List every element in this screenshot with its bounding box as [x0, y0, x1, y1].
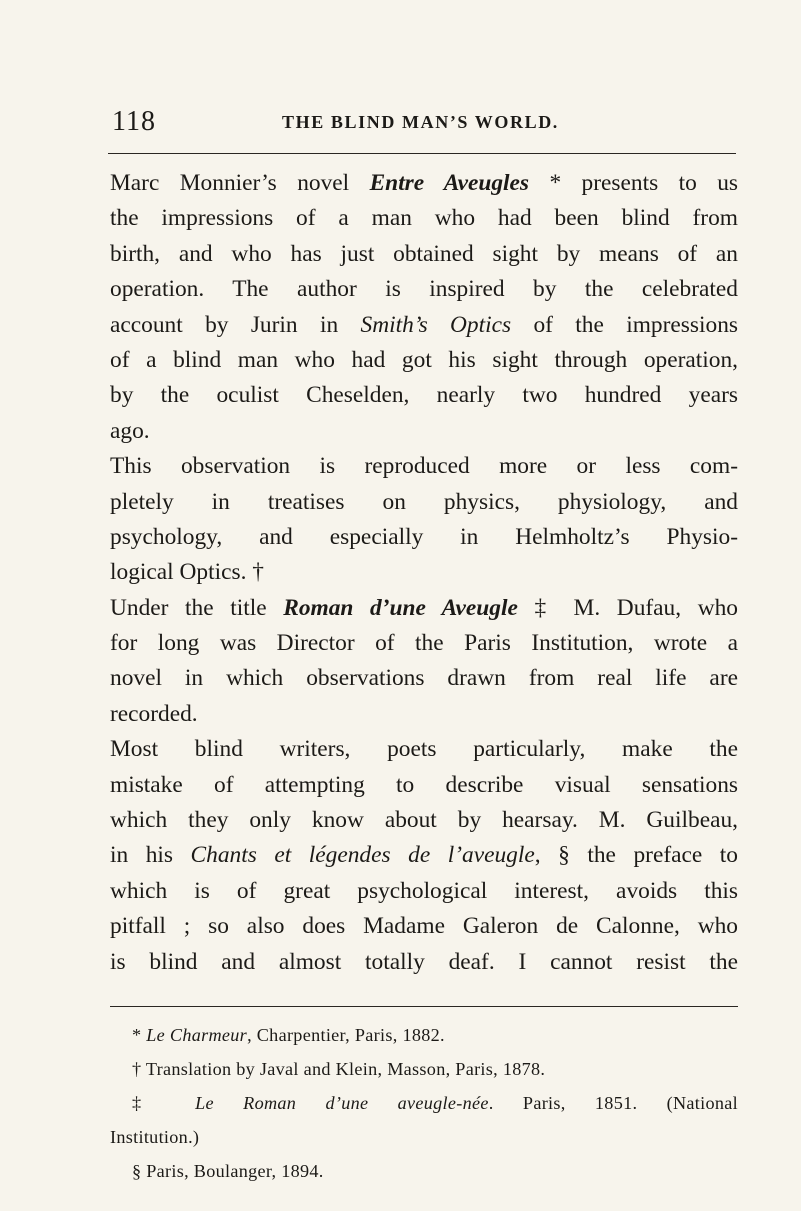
text-run: pletely in treatises on physics, physiology, and	[110, 488, 738, 515]
text-run: Under the title	[110, 594, 284, 621]
text-run: recorded.	[110, 700, 198, 727]
header-rule	[108, 153, 736, 154]
page-number: 118	[112, 106, 156, 137]
italic-title-text: Entre Aveugles	[369, 170, 530, 196]
italic-title-text: Le Charmeur	[146, 1025, 248, 1045]
text-run: birth, and who has just obtained sight by means of an	[110, 240, 738, 267]
text-run: logical Optics. †	[110, 559, 264, 586]
text-run: § Paris, Boulanger, 1894.	[132, 1161, 324, 1181]
body-line	[110, 945, 738, 980]
text-run: psychology, and especially in Helmholtz’s Physio-	[110, 523, 738, 550]
text-run: operation. The author is inspired by the celebrated	[110, 276, 738, 303]
italic-title-text: Smith’s Optics	[360, 311, 512, 338]
text-run: , § the preface to	[534, 842, 738, 869]
body-line	[110, 838, 738, 873]
text-run: ‡	[132, 1093, 196, 1113]
body-line	[110, 626, 738, 661]
body-line	[110, 378, 738, 413]
body-line	[110, 803, 738, 838]
body-text	[110, 166, 738, 980]
body-line	[110, 485, 738, 520]
text-run: † Translation by Javal and Klein, Masson, Paris, 1878.	[132, 1059, 546, 1079]
text-run: *	[132, 1025, 147, 1045]
body-line	[110, 591, 738, 626]
body-line	[110, 874, 738, 909]
body-line	[110, 237, 738, 272]
text-run: * presents to us	[529, 170, 738, 196]
italic-title-text: Le Roman d’une aveugle-née	[195, 1093, 489, 1113]
footnote-line	[110, 1154, 738, 1188]
footnote-line	[110, 1052, 738, 1086]
page-header	[108, 106, 738, 146]
text-run: This observation is reproduced more or less com-	[110, 453, 738, 480]
body-line	[110, 308, 738, 343]
body-line	[110, 697, 738, 732]
text-run: mistake of attempting to describe visual sensations	[110, 771, 738, 798]
text-run: ‡ M. Dufau, who	[517, 594, 738, 621]
text-run: of the impressions	[511, 311, 738, 338]
text-run: in his	[110, 842, 191, 869]
footnotes	[110, 1018, 738, 1188]
body-line	[110, 201, 738, 236]
text-run: Institution.)	[110, 1127, 200, 1147]
text-run: of a blind man who had got his sight through operation,	[110, 346, 738, 373]
body-line	[110, 732, 738, 767]
text-run: , Charpentier, Paris, 1882.	[247, 1025, 445, 1045]
running-title: THE BLIND MAN’S WORLD.	[282, 112, 559, 132]
text-run: novel in which observations drawn from real life are	[110, 665, 738, 692]
text-run: is blind and almost totally deaf. I cannot resist the	[110, 948, 738, 975]
body-line	[110, 343, 738, 378]
footnote-line	[110, 1018, 738, 1052]
body-line	[110, 909, 738, 944]
footnote-line	[110, 1120, 738, 1154]
italic-title-text: Chants et légendes de l’aveugle	[190, 842, 535, 869]
text-run: . Paris, 1851. (National	[488, 1093, 738, 1113]
text-run: ago.	[110, 417, 150, 444]
footnote-rule	[110, 1006, 738, 1007]
body-line	[110, 661, 738, 696]
text-run: account by Jurin in	[110, 311, 361, 338]
body-line	[110, 272, 738, 307]
text-run: Most blind writers, poets particularly, make the	[110, 736, 738, 763]
text-run: for long was Director of the Paris Institution, wrote a	[110, 630, 738, 657]
body-line	[110, 449, 738, 484]
body-line	[110, 555, 738, 590]
text-run: which they only know about by hearsay. M. Guilbeau,	[110, 807, 738, 834]
italic-title-text: Roman d’une Aveugle	[283, 594, 518, 621]
text-run: pitfall ; so also does Madame Galeron de Calonne, who	[110, 913, 738, 940]
text-run: by the oculist Cheselden, nearly two hundred years	[110, 382, 738, 409]
text-run: the impressions of a man who had been blind from	[110, 205, 738, 232]
footnote-line	[110, 1086, 738, 1120]
text-run: which is of great psychological interest, avoids this	[110, 877, 738, 904]
body-line	[110, 520, 738, 555]
body-line	[110, 768, 738, 803]
text-run: Marc Monnier’s novel	[110, 170, 370, 196]
body-line	[110, 166, 738, 201]
body-line	[110, 414, 738, 449]
